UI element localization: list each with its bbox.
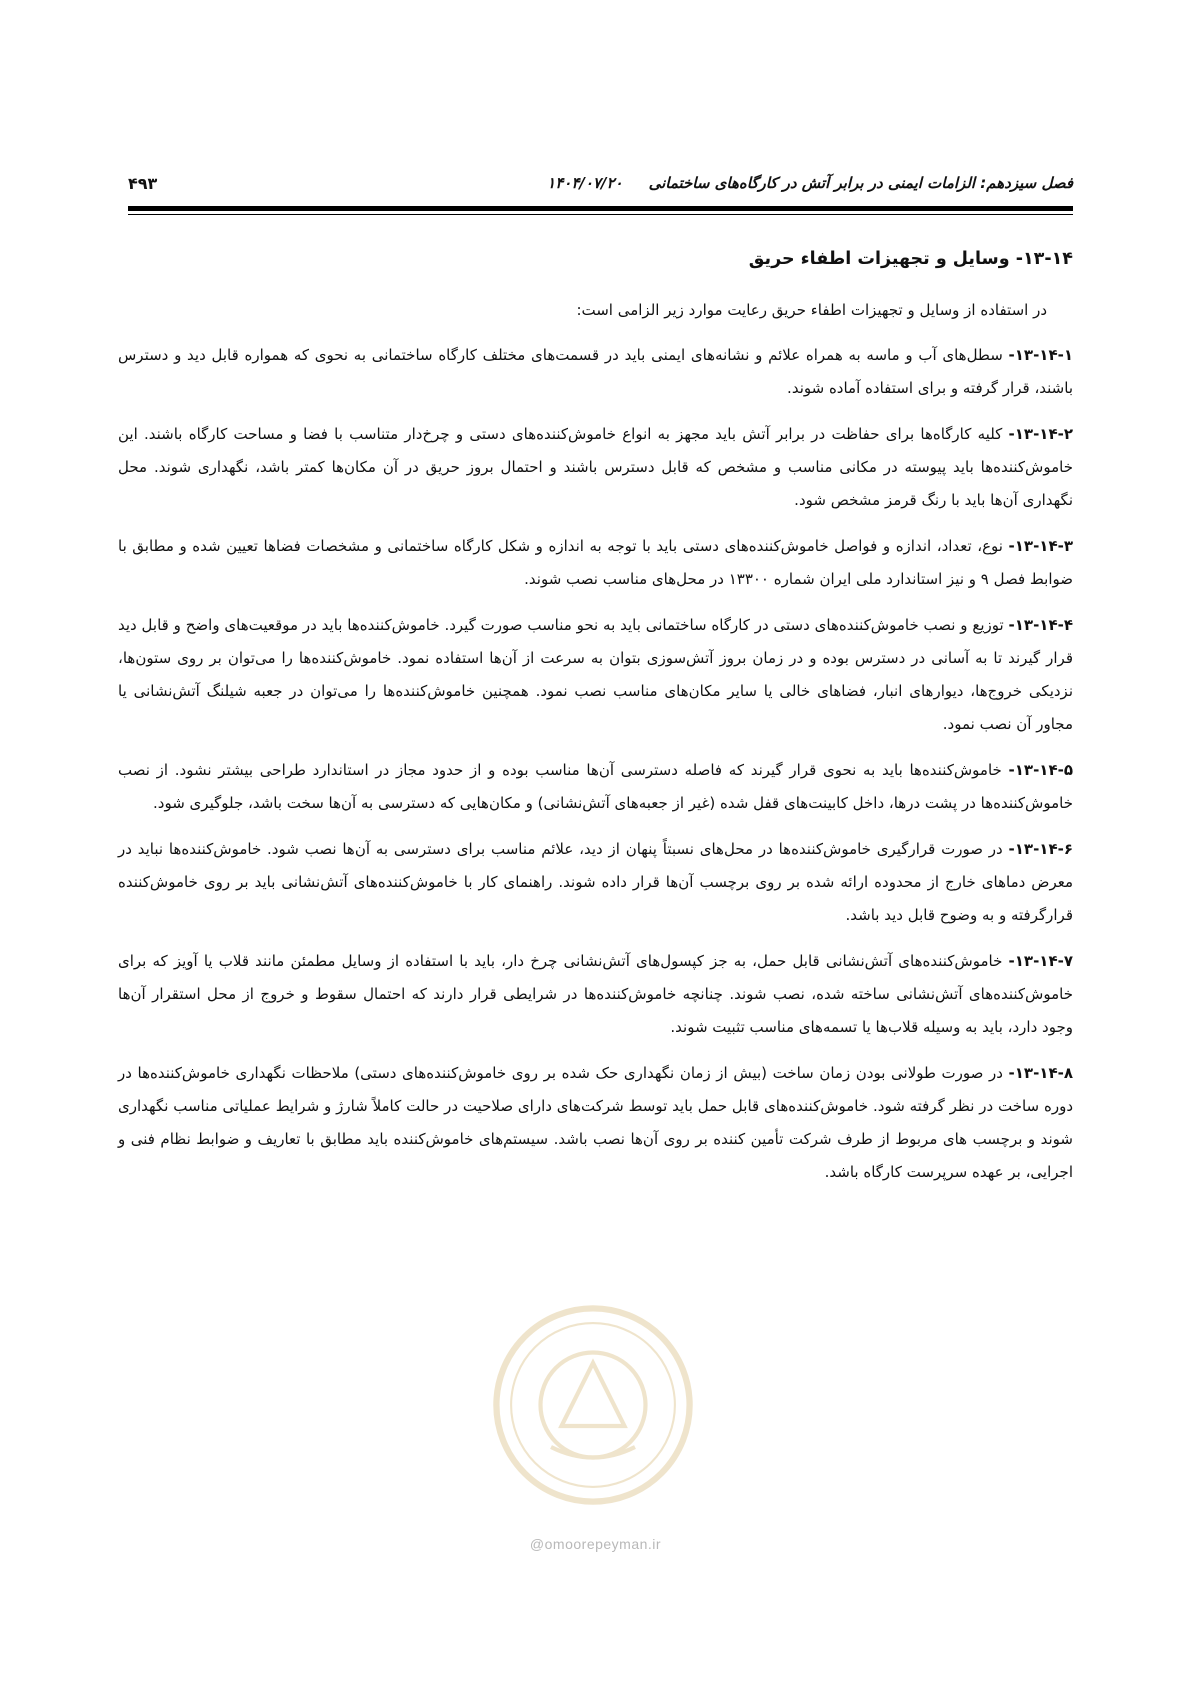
section-title: ۱۳-۱۴- وسایل و تجهیزات اطفاء حریق: [748, 249, 1073, 269]
header-date: ۱۴۰۴/۰۷/۲۰: [547, 174, 623, 192]
clause-paragraph: [118, 833, 1073, 932]
clause-text: نوع، تعداد، اندازه و فواصل خاموش‌کننده‌های دستی باید با توجه به اندازه و شکل کارگاه ساختمانی و مشخصات فضاها تعیین شده و مطابق با ضوابط فصل ۹ و نیز استاندارد ملی ایران شماره ۱۳۳۰۰ در محل‌های مناسب نصب شوند.: [118, 537, 1073, 588]
clause-number: ۱۳-۱۴-۳-: [1008, 537, 1073, 555]
chapter-title: فصل سیزدهم: الزامات ایمنی در برابر آتش در کارگاه‌های ساختمانی: [648, 174, 1073, 192]
clause-number: ۱۳-۱۴-۶-: [1008, 840, 1073, 858]
clause-paragraph: [118, 339, 1073, 405]
clause-number: ۱۳-۱۴-۱-: [1008, 346, 1073, 364]
clause-text: خاموش‌کننده‌های آتش‌نشانی قابل حمل، به جز کپسول‌های آتش‌نشانی چرخ دار، باید با استفاده از وسایل مطمئن مانند قلاب یا آویز که برای خاموش‌کننده‌های آتش‌نشانی ساخته شده، نصب شوند. چنانچه خاموش‌کننده‌ها در شرایطی قرار دارند که احتمال سقوط و خروج از محل استقرار آن‌ها وجود دارد، باید به وسیله قلاب‌ها یا تسمه‌های مناسب تثبیت شوند.: [118, 952, 1073, 1036]
page-number: ۴۹۳: [128, 173, 158, 193]
clause-paragraph: [118, 754, 1073, 820]
clause-number: ۱۳-۱۴-۸-: [1008, 1064, 1073, 1082]
page-header: [128, 168, 1073, 198]
watermark-text: @omoorepeyman.ir: [529, 1536, 662, 1552]
header-right: [547, 174, 1073, 192]
clause-paragraph: [118, 1057, 1073, 1189]
clause-paragraph: [118, 609, 1073, 741]
header-rule-thin: [128, 214, 1073, 215]
clause-paragraph: [118, 945, 1073, 1044]
seal-logo-icon: [488, 1300, 698, 1510]
clause-number: ۱۳-۱۴-۴-: [1008, 616, 1073, 634]
section-intro: در استفاده از وسایل و تجهیزات اطفاء حریق رعایت موارد زیر الزامی است:: [576, 301, 1047, 319]
clause-number: ۱۳-۱۴-۵-: [1008, 761, 1073, 779]
clause-text: خاموش‌کننده‌ها باید به نحوی قرار گیرند که فاصله دسترسی آن‌ها مناسب بوده و از حدود مجاز در استاندارد طراحی بیشتر نشود. از نصب خاموش‌کننده‌ها در پشت درها، داخل کابینت‌های قفل شده (غیر از جعبه‌های آتش‌نشانی) و مکان‌هایی که دسترسی به آن‌ها سخت باشد، جلوگیری شود.: [118, 761, 1073, 812]
clause-number: ۱۳-۱۴-۷-: [1008, 952, 1073, 970]
clause-paragraph: [118, 418, 1073, 517]
header-rule-thick: [128, 206, 1073, 211]
clause-paragraph: [118, 530, 1073, 596]
main-content: [118, 244, 1073, 1202]
clause-number: ۱۳-۱۴-۲-: [1008, 425, 1073, 443]
clause-text: توزیع و نصب خاموش‌کننده‌های دستی در کارگاه ساختمانی باید به نحو مناسب صورت گیرد. خاموش‌کننده‌ها باید در موقعیت‌های واضح و قابل دید قرار گیرند تا به آسانی در دسترس بوده و در زمان بروز آتش‌سوزی بتوان به سرعت از آن‌ها استفاده نمود. خاموش‌کننده‌ها را می‌توان بر روی ستون‌ها، نزدیکی خروج‌ها، دیوارهای انبار، فضاهای خالی یا سایر مکان‌های مناسب نصب نمود. همچنین خاموش‌کننده‌ها را می‌توان در جعبه شیلنگ آتش‌نشانی یا مجاور آن نصب نمود.: [118, 616, 1073, 733]
clause-text: در صورت قرارگیری خاموش‌کننده‌ها در محل‌های نسبتاً پنهان از دید، علائم مناسب برای دسترسی به آن‌ها نصب شود. خاموش‌کننده‌ها نباید در معرض دماهای خارج از محدوده ارائه شده بر روی برچسب آن‌ها قرار داده شوند. راهنمای کار با خاموش‌کننده‌های آتش‌نشانی باید بر روی خاموش‌کننده قرارگرفته و به وضوح قابل دید باشد.: [118, 840, 1073, 924]
clause-text: در صورت طولانی بودن زمان ساخت (بیش از زمان نگهداری حک شده بر روی خاموش‌کننده‌های دستی) ملاحظات نگهداری خاموش‌کننده‌ها در دوره ساخت در نظر گرفته شود. خاموش‌کننده‌های قابل حمل باید توسط شرکت‌های دارای صلاحیت در حالت کاملاً شارژ و شرایط عملیاتی مناسب نگهداری شوند و برچسب های مربوط از طرف شرکت تأمین کننده بر روی آن‌ها نصب باشد. سیستم‌های خاموش‌کننده باید مطابق با تعاریف و ضوابط نظام فنی و اجرایی، بر عهده سرپرست کارگاه باشد.: [118, 1064, 1073, 1181]
clause-text: کلیه کارگاه‌ها برای حفاظت در برابر آتش باید مجهز به انواع خاموش‌کننده‌های دستی و چرخ‌دار متناسب با فضا و مساحت کارگاه باشند. این خاموش‌کننده‌ها باید پیوسته در مکانی مناسب و مشخص که قابل دسترس باشند و احتمال بروز حریق در آن مکان‌ها کمتر باشد، نگهداری شوند. محل نگهداری آن‌ها باید با رنگ قرمز مشخص شود.: [118, 425, 1073, 509]
clause-text: سطل‌های آب و ماسه به همراه علائم و نشانه‌های ایمنی باید در قسمت‌های مختلف کارگاه ساختمانی به نحوی که همواره قابل دید و دسترس باشند، قرار گرفته و برای استفاده آماده شوند.: [118, 346, 1073, 397]
